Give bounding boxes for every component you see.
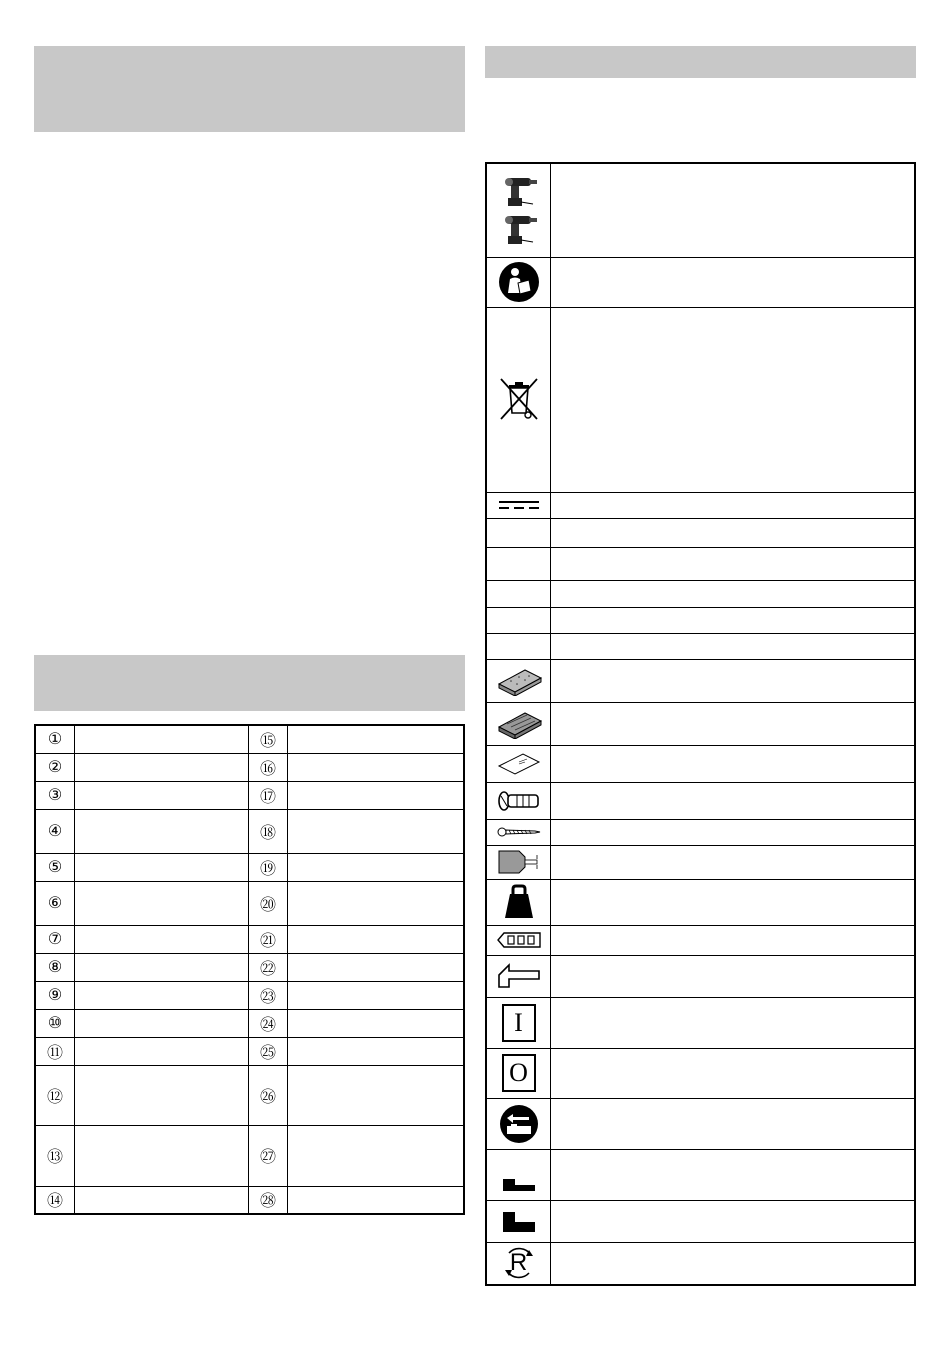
part-number: ⑬ (35, 1125, 75, 1186)
part-description (75, 1186, 249, 1214)
part-description (75, 953, 249, 981)
part-number: ⑲ (249, 853, 288, 881)
read-manual-icon (486, 257, 551, 307)
part-description (75, 1037, 249, 1065)
weee-crossed-bin-icon (486, 307, 551, 492)
table-row (486, 1149, 915, 1200)
table-row (486, 819, 915, 845)
blank-symbol-cell (486, 518, 551, 547)
table-row (486, 659, 915, 702)
drill-chuck-icon (486, 845, 551, 879)
table-row (486, 1098, 915, 1149)
symbol-description (551, 955, 916, 997)
symbol-description (551, 1149, 916, 1200)
table-row (486, 163, 915, 257)
symbol-description (551, 633, 916, 659)
table-row (35, 1125, 464, 1186)
table-row (35, 781, 464, 809)
part-description (288, 925, 465, 953)
part-description (288, 881, 465, 925)
part-description (75, 1125, 249, 1186)
part-number: ⑤ (35, 853, 75, 881)
part-number: ㉕ (249, 1037, 288, 1065)
table-row (486, 845, 915, 879)
table-row (486, 492, 915, 518)
symbol-description (551, 879, 916, 925)
part-description (288, 1009, 465, 1037)
part-description (288, 753, 465, 781)
part-description (288, 981, 465, 1009)
switch-off-glyph: O (502, 1054, 536, 1092)
part-number: ⑧ (35, 953, 75, 981)
part-number: ㉗ (249, 1125, 288, 1186)
part-number: ⑳ (249, 881, 288, 925)
switch-on-glyph: I (502, 1004, 536, 1042)
table-row (486, 1200, 915, 1242)
symbol-description (551, 997, 916, 1048)
table-row (486, 997, 915, 1048)
part-number: ⑱ (249, 809, 288, 853)
table-row (486, 607, 915, 633)
table-row (486, 307, 915, 492)
part-number: ⑰ (249, 781, 288, 809)
part-number: ② (35, 753, 75, 781)
part-number: ㉔ (249, 1009, 288, 1037)
table-row (35, 1009, 464, 1037)
part-number: ③ (35, 781, 75, 809)
battery-release-icon (486, 1098, 551, 1149)
table-row (35, 925, 464, 953)
hardwood-icon (486, 702, 551, 745)
part-number: ⑭ (35, 1186, 75, 1214)
table-row (35, 953, 464, 981)
symbol-description (551, 580, 916, 607)
symbol-description (551, 1048, 916, 1098)
symbol-description (551, 307, 916, 492)
bolt-icon (486, 782, 551, 819)
weight-icon (486, 879, 551, 925)
table-row (35, 725, 464, 753)
part-description (288, 1037, 465, 1065)
table-row (486, 702, 915, 745)
symbol-description (551, 845, 916, 879)
switch-off-icon (486, 1048, 551, 1098)
blank-symbol-cell (486, 547, 551, 580)
symbol-description (551, 1200, 916, 1242)
table-row (486, 518, 915, 547)
symbol-description (551, 257, 916, 307)
header-bar-left (34, 46, 465, 132)
symbol-description (551, 782, 916, 819)
symbol-description (551, 492, 916, 518)
wood-screw-icon (486, 819, 551, 845)
blank-symbol-cell (486, 580, 551, 607)
table-row (35, 1065, 464, 1125)
drill-icon-top (505, 178, 537, 206)
sheet-metal-icon (486, 745, 551, 782)
table-row (486, 1242, 915, 1285)
part-description (75, 1065, 249, 1125)
part-description (288, 725, 465, 753)
part-description (75, 1009, 249, 1037)
table-row (35, 753, 464, 781)
part-description (288, 1065, 465, 1125)
table-row (486, 1048, 915, 1098)
part-number: ㉒ (249, 953, 288, 981)
part-number: ⑦ (35, 925, 75, 953)
table-row (35, 881, 464, 925)
part-description (288, 1186, 465, 1214)
table-row (35, 981, 464, 1009)
part-description (288, 1125, 465, 1186)
high-mode-icon (486, 1200, 551, 1242)
part-description (75, 925, 249, 953)
symbol-description (551, 702, 916, 745)
battery-level-icon (486, 925, 551, 955)
table-row (486, 925, 915, 955)
low-mode-icon (486, 1149, 551, 1200)
symbol-description (551, 819, 916, 845)
drill-screwdriver-icon (486, 163, 551, 257)
symbol-description (551, 925, 916, 955)
symbol-description (551, 163, 916, 257)
symbol-description (551, 659, 916, 702)
symbol-description (551, 607, 916, 633)
part-number: ㉑ (249, 925, 288, 953)
direct-current-icon (486, 492, 551, 518)
table-row (486, 633, 915, 659)
header-bar-right (485, 46, 916, 78)
part-description (75, 781, 249, 809)
part-description (75, 753, 249, 781)
symbol-description (551, 745, 916, 782)
blank-symbol-cell (486, 633, 551, 659)
drill-icon-bottom (505, 216, 537, 244)
symbol-description (551, 547, 916, 580)
part-description (75, 809, 249, 853)
parts-header-bar (34, 655, 465, 711)
symbol-description (551, 518, 916, 547)
part-number: ④ (35, 809, 75, 853)
part-description (288, 953, 465, 981)
symbols-table (485, 162, 916, 1286)
part-number: ㉖ (249, 1065, 288, 1125)
table-row (486, 782, 915, 819)
part-description (75, 881, 249, 925)
table-row (486, 580, 915, 607)
part-number: ⑨ (35, 981, 75, 1009)
part-description (288, 809, 465, 853)
table-row (35, 1037, 464, 1065)
table-row (35, 853, 464, 881)
part-number: ㉘ (249, 1186, 288, 1214)
table-row (486, 879, 915, 925)
arrow-direction-icon (486, 955, 551, 997)
parts-table (34, 724, 465, 1215)
part-description (75, 981, 249, 1009)
part-number: ㉓ (249, 981, 288, 1009)
table-row (35, 1186, 464, 1214)
table-row (35, 809, 464, 853)
symbol-description (551, 1098, 916, 1149)
table-row (486, 547, 915, 580)
part-number: ① (35, 725, 75, 753)
part-number: ⑫ (35, 1065, 75, 1125)
switch-on-icon (486, 997, 551, 1048)
rotation-registered-icon (486, 1242, 551, 1285)
symbol-description (551, 1242, 916, 1285)
table-row (486, 257, 915, 307)
part-number: ⑥ (35, 881, 75, 925)
registered-glyph: R (509, 1249, 528, 1277)
part-number: ⑪ (35, 1037, 75, 1065)
table-row (486, 745, 915, 782)
part-description (75, 725, 249, 753)
part-description (288, 781, 465, 809)
part-number: ⑯ (249, 753, 288, 781)
table-row (486, 955, 915, 997)
part-description (75, 853, 249, 881)
part-number: ⑮ (249, 725, 288, 753)
softwood-icon (486, 659, 551, 702)
blank-symbol-cell (486, 607, 551, 633)
part-description (288, 853, 465, 881)
part-number: ⑩ (35, 1009, 75, 1037)
